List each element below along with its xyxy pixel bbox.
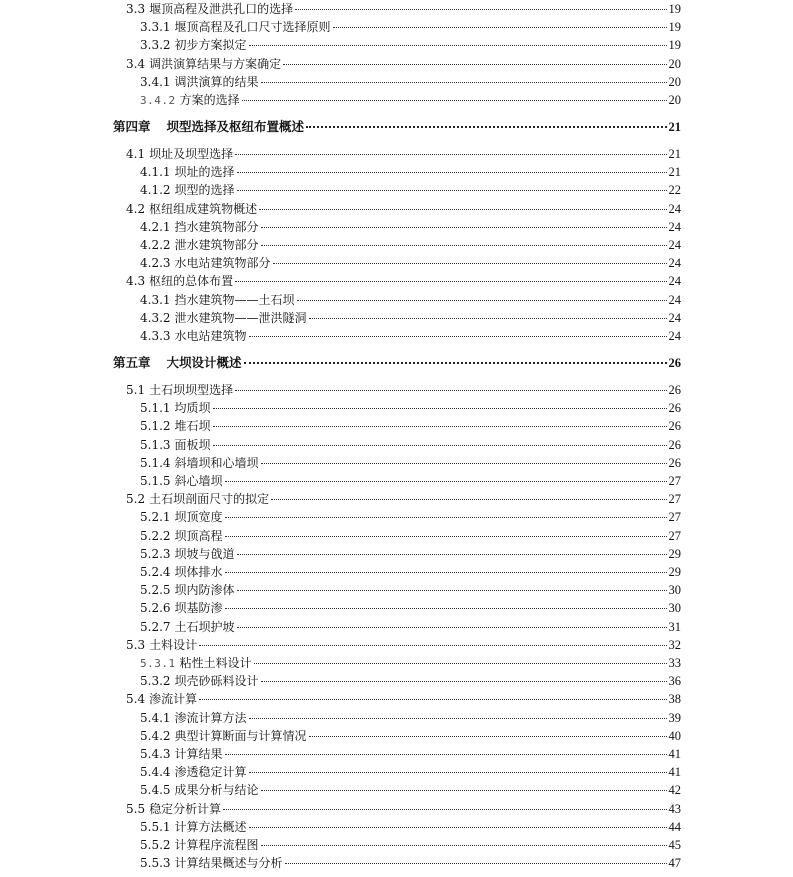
toc-page-number: 30 [668, 601, 681, 616]
toc-entry[interactable] [140, 508, 681, 526]
dot-leader [213, 445, 667, 446]
toc-page-number: 19 [668, 20, 681, 35]
toc-entry[interactable] [140, 854, 681, 872]
dot-leader [237, 554, 667, 555]
toc-entry-title: 均质坝 [174, 401, 211, 416]
toc-entry-title: 粘性土料设计 [179, 656, 252, 670]
toc-entry[interactable] [126, 636, 681, 654]
toc-entry[interactable] [140, 254, 681, 272]
dot-leader [261, 681, 667, 682]
toc-entry[interactable] [140, 781, 681, 799]
toc-entry-title: 计算程序流程图 [174, 838, 259, 852]
toc-entry-number: 5.3.1 [140, 657, 176, 670]
toc-entry[interactable] [140, 436, 681, 454]
toc-entry[interactable] [126, 145, 681, 163]
dot-leader [235, 390, 666, 391]
toc-entry[interactable] [126, 381, 681, 399]
toc-entry-title: 坝址的选择 [174, 165, 235, 180]
dot-leader [249, 827, 667, 828]
toc-page-number: 36 [668, 674, 681, 689]
toc-entry-title: 水电站建筑物部分 [174, 256, 271, 271]
toc-entry-title: 挡水建筑物部分 [174, 219, 259, 234]
toc-entry[interactable] [140, 181, 681, 199]
toc-entry-number: 5.4.3 [140, 747, 171, 761]
dot-leader [249, 336, 667, 337]
toc-entry-number: 4.1.2 [140, 183, 171, 198]
toc-page-number: 24 [668, 292, 681, 307]
toc-entry-title: 方案的选择 [179, 93, 240, 107]
toc-entry-number: 4.2 [126, 201, 146, 216]
toc-entry[interactable] [140, 709, 681, 727]
toc-entry[interactable] [140, 763, 681, 781]
toc-entry-title: 堰顶高程及孔口尺寸选择原则 [174, 20, 331, 35]
dot-leader [306, 126, 666, 128]
toc-entry-number: 4.2.1 [140, 219, 171, 234]
toc-entry-title: 堆石坝 [174, 419, 211, 434]
toc-page-number: 30 [668, 583, 681, 598]
toc-page-number: 19 [668, 2, 681, 16]
toc-entry-title: 稳定分析计算 [149, 801, 222, 816]
toc-page-number: 21 [668, 165, 681, 180]
toc-entry-title: 坝型的选择 [174, 183, 235, 198]
toc-entry[interactable] [140, 472, 681, 490]
toc-entry[interactable] [140, 599, 681, 617]
dot-leader [213, 408, 667, 409]
dot-leader [223, 809, 666, 810]
dot-leader [261, 790, 667, 791]
toc-entry-title: 渗流计算方法 [174, 710, 247, 725]
dot-leader [261, 245, 667, 246]
toc-page-number: 27 [668, 492, 681, 507]
dot-leader [244, 362, 667, 364]
toc-entry-number: 5.2 [126, 492, 146, 507]
dot-leader [225, 608, 667, 609]
toc-entry[interactable] [140, 727, 681, 745]
toc-entry-title: 计算方法概述 [174, 819, 247, 834]
toc-entry-title: 调洪演算结果与方案确定 [149, 56, 282, 71]
toc-entry-title: 挡水建筑物——土石坝 [174, 292, 295, 307]
toc-entry-number: 5.5.1 [140, 819, 171, 834]
toc-page-number: 32 [668, 637, 681, 652]
toc-entry[interactable] [140, 327, 681, 345]
dot-leader [225, 536, 667, 537]
dot-leader [283, 64, 666, 65]
dot-leader [235, 281, 666, 282]
toc-entry-number: 3.3 [126, 2, 146, 16]
dot-leader [199, 645, 666, 646]
toc-entry[interactable] [140, 672, 681, 690]
toc-entry-number: 5.5.3 [140, 856, 171, 871]
toc-entry-number: 5.1.4 [140, 455, 171, 470]
toc-entry[interactable] [140, 818, 681, 836]
dot-leader [333, 27, 667, 28]
toc-entry[interactable] [140, 236, 681, 254]
toc-entry-title: 坝型选择及枢纽布置概述 [166, 119, 305, 134]
dot-leader [254, 663, 667, 664]
toc-page-number: 31 [668, 619, 681, 634]
toc-entry-number: 4.3 [126, 274, 146, 289]
toc-entry-title: 坝内防渗体 [174, 583, 235, 598]
toc-entry-number: 4.1 [126, 147, 146, 161]
toc-entry-number: 第五章 [113, 355, 151, 370]
toc-entry-title: 坝壳砂砾料设计 [174, 674, 259, 689]
toc-entry[interactable] [140, 563, 681, 581]
toc-page-number: 26 [668, 401, 681, 416]
toc-entry-number: 5.2.2 [140, 528, 171, 543]
toc-entry[interactable] [140, 399, 681, 417]
toc-entry[interactable] [140, 291, 681, 309]
toc-entry-title: 枢纽组成建筑物概述 [149, 201, 258, 216]
toc-entry[interactable] [126, 200, 681, 218]
toc-page-number: 22 [668, 183, 681, 198]
toc-page-number: 29 [668, 546, 681, 561]
toc-entry-number: 5.1.3 [140, 437, 171, 452]
toc-page-number: 26 [668, 437, 681, 452]
toc-entry-title: 调洪演算的结果 [174, 74, 259, 89]
toc-entry[interactable] [140, 36, 681, 54]
toc-entry-title: 面板坝 [174, 437, 211, 452]
toc-entry-title: 坝顶宽度 [174, 510, 223, 525]
dot-leader [225, 754, 667, 755]
dot-leader [242, 100, 667, 101]
toc-entry[interactable] [140, 545, 681, 563]
toc-page-number: 40 [668, 728, 681, 743]
toc-page-number: 33 [668, 656, 681, 670]
toc-entry-number: 5.2.6 [140, 601, 171, 616]
toc-entry-number: 5.2.4 [140, 565, 171, 579]
dot-leader [237, 590, 667, 591]
toc-page-number: 43 [668, 801, 681, 816]
toc-entry-number: 3.3.1 [140, 20, 171, 35]
toc-entry-title: 坝址及坝型选择 [149, 147, 234, 161]
toc-page-number: 27 [668, 510, 681, 525]
toc-entry[interactable] [140, 91, 681, 109]
toc-entry-title: 水电站建筑物 [174, 329, 247, 343]
dot-leader [249, 772, 667, 773]
toc-page-number: 41 [668, 747, 681, 761]
dot-leader [249, 45, 667, 46]
toc-page-number: 20 [668, 93, 681, 107]
dot-leader [237, 172, 667, 173]
toc-entry-title: 土石坝坝型选择 [149, 383, 234, 397]
toc-entry-title: 土料设计 [149, 637, 198, 652]
dot-leader [235, 154, 666, 155]
toc-entry[interactable] [140, 73, 681, 91]
toc-page-number: 20 [668, 74, 681, 89]
toc-entry-number: 5.3.2 [140, 674, 171, 689]
toc-page-number: 24 [668, 310, 681, 325]
toc-entry[interactable] [140, 618, 681, 636]
toc-entry-number: 4.2.3 [140, 256, 171, 271]
toc-entry-title: 典型计算断面与计算情况 [174, 728, 307, 743]
toc-entry[interactable] [126, 690, 681, 708]
dot-leader [261, 463, 667, 464]
toc-page-number: 24 [668, 201, 681, 216]
toc-entry-title: 泄水建筑物——泄洪隧洞 [174, 310, 307, 325]
toc-entry-title: 斜墙坝和心墙坝 [174, 455, 259, 470]
toc-entry-number: 5.5 [126, 801, 146, 816]
toc-entry-number: 5.4.4 [140, 765, 171, 780]
toc-page-number: 41 [668, 765, 681, 780]
toc-entry[interactable] [140, 18, 681, 36]
toc-entry-number: 5.4 [126, 692, 146, 707]
toc-entry-title: 渗流计算 [149, 692, 198, 707]
toc-entry-title: 土石坝剖面尺寸的拟定 [149, 492, 270, 507]
dot-leader [225, 517, 667, 518]
toc-page-number: 38 [668, 692, 681, 707]
toc-entry[interactable] [140, 163, 681, 181]
toc-entry[interactable] [126, 490, 681, 508]
toc-entry[interactable] [126, 55, 681, 73]
toc-entry-title: 斜心墙坝 [174, 474, 223, 488]
toc-page-number: 19 [668, 38, 681, 53]
toc-entry-title: 坝顶高程 [174, 528, 223, 543]
toc-entry[interactable] [140, 527, 681, 545]
toc-entry-title: 渗透稳定计算 [174, 765, 247, 780]
toc-entry[interactable] [126, 272, 681, 290]
toc-entry-number: 5.3 [126, 637, 146, 652]
toc-page-number: 24 [668, 219, 681, 234]
toc-entry-number: 4.2.2 [140, 238, 171, 252]
dot-leader [261, 227, 667, 228]
toc-page-number: 39 [668, 710, 681, 725]
toc-entry[interactable] [140, 836, 681, 854]
toc-page-number: 24 [668, 256, 681, 271]
dot-leader [225, 572, 667, 573]
toc-entry-number: 5.2.5 [140, 583, 171, 598]
toc-chapter-entry[interactable] [113, 118, 681, 136]
toc-entry-number: 4.1.1 [140, 165, 171, 180]
toc-entry[interactable] [140, 654, 681, 672]
toc-entry-number: 5.2.3 [140, 546, 171, 561]
dot-leader [309, 318, 667, 319]
toc-entry-number: 4.3.1 [140, 292, 171, 307]
toc-page-number: 42 [668, 783, 681, 798]
toc-page-number: 29 [668, 565, 681, 579]
toc-entry-number: 5.1.5 [140, 474, 171, 488]
toc-page-number: 47 [668, 856, 681, 871]
toc-page-number: 24 [668, 274, 681, 289]
toc-entry-number: 5.4.2 [140, 728, 171, 743]
toc-entry-number: 5.1.2 [140, 419, 171, 434]
dot-leader [237, 627, 667, 628]
dot-leader [309, 736, 667, 737]
toc-entry-number: 3.3.2 [140, 38, 171, 53]
toc-entry-title: 计算结果 [174, 747, 223, 761]
toc-page-number: 20 [668, 56, 681, 71]
toc-entry-number: 5.5.2 [140, 838, 171, 852]
toc-entry-number: 4.3.2 [140, 310, 171, 325]
toc-entry-title: 泄水建筑物部分 [174, 238, 259, 252]
toc-page-number: 27 [668, 528, 681, 543]
toc-entry[interactable] [126, 0, 681, 18]
toc-entry-title: 大坝设计概述 [166, 355, 242, 370]
toc-entry[interactable] [140, 417, 681, 435]
toc-entry-number: 3.4.2 [140, 94, 176, 107]
dot-leader [295, 9, 666, 10]
toc-entry-number: 5.2.1 [140, 510, 171, 525]
toc-entry-number: 第四章 [113, 119, 151, 134]
dot-leader [297, 300, 667, 301]
toc-entry-number: 5.4.5 [140, 783, 171, 798]
toc-entry-number: 3.4 [126, 56, 146, 71]
toc-entry[interactable] [126, 800, 681, 818]
toc-entry-title: 坝坡与戗道 [174, 546, 235, 561]
toc-entry-title: 坝体排水 [174, 565, 223, 579]
toc-entry[interactable] [140, 581, 681, 599]
toc-page-number: 26 [668, 455, 681, 470]
toc-chapter-entry[interactable] [113, 354, 681, 372]
toc-page-number: 26 [668, 356, 681, 370]
toc-page-number: 27 [668, 474, 681, 488]
toc-page-number: 24 [668, 238, 681, 252]
toc-entry-number: 5.2.7 [140, 619, 171, 634]
toc-page-number: 26 [668, 419, 681, 434]
toc-page-number: 45 [668, 838, 681, 852]
toc-entry-title: 成果分析与结论 [174, 783, 259, 798]
toc-page-number: 24 [668, 329, 681, 343]
toc-entry-number: 5.1.1 [140, 401, 171, 416]
toc-entry[interactable] [140, 454, 681, 472]
toc-entry-title: 枢纽的总体布置 [149, 274, 234, 289]
toc-page-number: 44 [668, 819, 681, 834]
toc-entry-title: 坝基防渗 [174, 601, 223, 616]
dot-leader [259, 209, 666, 210]
dot-leader [199, 699, 666, 700]
toc-entry-title: 堰顶高程及泄洪孔口的选择 [149, 2, 294, 16]
dot-leader [225, 481, 667, 482]
dot-leader [285, 863, 667, 864]
toc-entry[interactable] [140, 309, 681, 327]
dot-leader [249, 718, 667, 719]
toc-entry-number: 4.3.3 [140, 329, 171, 343]
toc-entry-number: 5.4.1 [140, 710, 171, 725]
toc-entry-number: 5.1 [126, 383, 146, 397]
toc-entry[interactable] [140, 218, 681, 236]
dot-leader [237, 190, 667, 191]
dot-leader [261, 845, 667, 846]
dot-leader [213, 426, 667, 427]
toc-entry-title: 初步方案拟定 [174, 38, 247, 53]
toc-entry-number: 3.4.1 [140, 74, 171, 89]
dot-leader [261, 82, 667, 83]
toc-entry[interactable] [140, 745, 681, 763]
toc-entry-title: 计算结果概述与分析 [174, 856, 283, 871]
toc-page-number: 21 [668, 120, 681, 134]
toc-page-number: 26 [668, 383, 681, 397]
toc-page-number: 21 [668, 147, 681, 161]
dot-leader [273, 263, 667, 264]
toc-entry-title: 土石坝护坡 [174, 619, 235, 634]
dot-leader [271, 499, 666, 500]
